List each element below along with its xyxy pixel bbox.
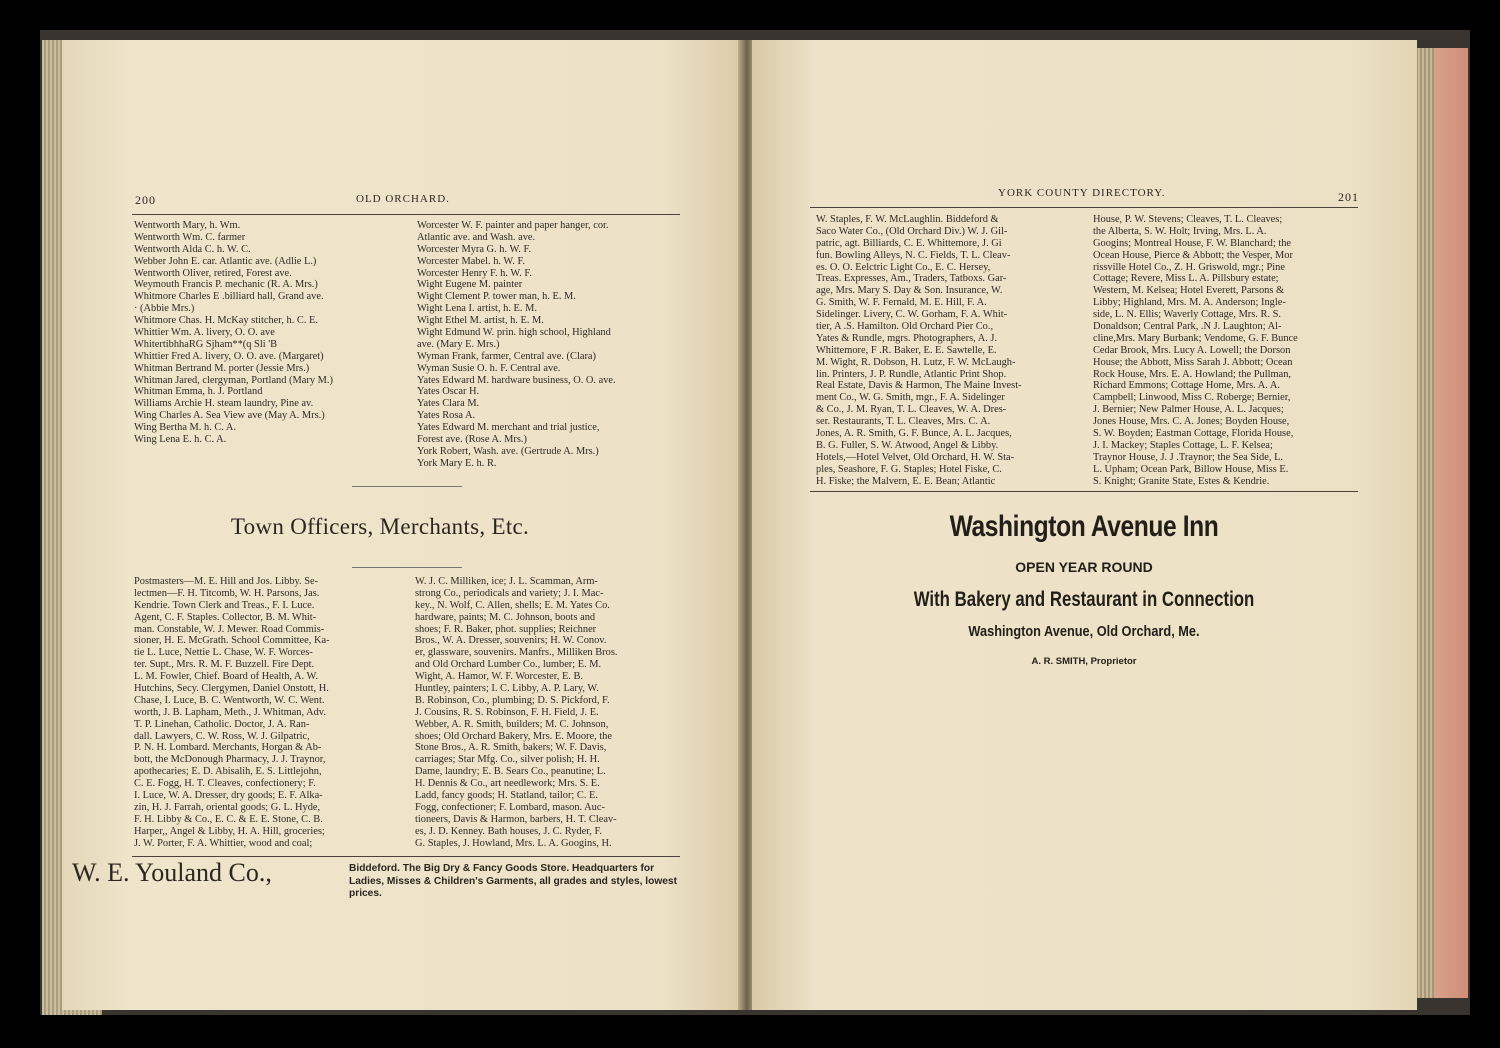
text-line: J. Cousins, R. S. Robinson, F. H. Field, J. E. (415, 706, 599, 718)
text-line: Treas. Expresses, Am., Traders, Tatboxs. Gar- (816, 273, 1007, 285)
text-line: Wyman Frank, farmer, Central ave. (Clara) (417, 350, 596, 362)
text-line: dall. Lawyers, C. W. Ross, W. J. Gilpatric, (134, 730, 310, 742)
text-line: Wing Lena E. h. C. A. (134, 434, 227, 446)
text-line: B. G. Fuller, S. W. Atwood, Angel & Libby. (816, 439, 999, 451)
text-line: · (Abbie Mrs.) (134, 303, 195, 315)
text-line: Worcester Mabel. h. W. F. (417, 255, 525, 267)
text-line: ser. Restaurants, T. L. Cleaves, Mrs. C. A. (816, 416, 991, 428)
text-line: Jones, A. R. Smith, G. F. Bunce, A. L. Jacques, (816, 428, 1012, 440)
text-line: Wentworth Alda C. h. W. C. (134, 243, 251, 255)
text-line: Worcester Myra G. h. W. F. (417, 243, 532, 255)
text-line: rissville Hotel Co., Z. H. Griswold, mgr.; Pine (1093, 261, 1285, 273)
text-line: Whitman Bertrand M. porter (Jessie Mrs.) (134, 362, 310, 374)
text-line: patric, agt. Billiards, C. E. Whittemore, J. Gi (816, 237, 1002, 249)
text-line: Worcester Henry F. h. W. F. (417, 267, 532, 279)
text-line: Whitman Emma, h. J. Portland (134, 386, 263, 398)
text-line: Yates Edward M. hardware business, O. O. ave. (417, 374, 616, 386)
text-line: Dame, laundry; E. B. Sears Co., peanutine; L. (415, 766, 606, 778)
text-line: ter. Supt., Mrs. R. M. F. Buzzell. Fire Dept. (134, 659, 315, 671)
text-line: Whitman Jared, clergyman, Portland (Mary M.) (134, 374, 333, 386)
text-line: Yates & Rundle, mgrs. Photographers, A. J. (816, 332, 998, 344)
text-line: Sidelinger. Livery, C. W. Gorham, F. A. Whit- (816, 309, 1008, 321)
text-line: L. M. Fowler, Chief. Board of Health, A. W. (134, 671, 318, 683)
text-line: Whitmore Chas. H. McKay stitcher, h. C. E. (134, 315, 318, 327)
text-line: lin. Printers, J. P. Rundle, Atlantic Print Shop. (816, 368, 1007, 380)
text-line: Yates Edward M. merchant and trial justice, (417, 422, 600, 434)
text-line: the Alberta, S. W. Holt; Irving, Mrs. L. A. (1093, 225, 1267, 237)
text-line: Wentworth Mary, h. Wm. (134, 220, 241, 231)
text-line: es, J. D. Kenney. Bath houses, J. C. Ryder, F. (415, 825, 602, 837)
section-divider-top (352, 486, 462, 487)
text-line: F. H. Libby & Co., E. C. & E. E. Stone, C. B. (134, 813, 323, 825)
text-line: Jones House, Mrs. C. A. Jones; Boyden House, (1093, 416, 1290, 428)
text-line: York Mary E. h. R. (417, 457, 497, 469)
inn-open: OPEN YEAR ROUND (1015, 559, 1153, 575)
text-line: tie L. Luce, Nettie L. Chase, W. F. Worces- (134, 647, 313, 659)
text-line: House; the Abbott, Miss Sarah J. Abbott; Ocean (1093, 356, 1293, 368)
text-line: P. N. H. Lombard. Merchants, Horgan & Ab- (134, 742, 322, 754)
right-head-rule (810, 207, 1358, 208)
text-line: Williams Archie H. steam laundry, Pine av. (134, 398, 314, 410)
text-line: Wyman Susie O. h. F. Central ave. (417, 362, 561, 374)
text-line: Postmasters—M. E. Hill and Jos. Libby. Se- (134, 576, 319, 587)
text-line: S. Knight; Granite State, Estes & Kendrie. (1093, 475, 1270, 487)
text-line: Harper,, Angel & Libby, H. A. Hill, groceries; (134, 825, 325, 837)
youland-ad-name: W. E. Youland Co., (72, 858, 272, 887)
text-line: L. Upham; Ocean Park, Billow House, Miss E. (1093, 463, 1289, 475)
text-line: W. J. C. Milliken, ice; J. L. Scamman, Arm- (415, 576, 598, 587)
text-line: fun. Bowling Alleys, N. C. Fields, T. L. Cleav- (816, 249, 1011, 261)
text-line: ples, Seashore, F. G. Staples; Hotel Fiske, C. (816, 463, 1002, 475)
text-line: Yates Rosa A. (417, 410, 476, 422)
text-line: G. Staples, J. Howland, Mrs. L. A. Googins, H. (415, 837, 612, 849)
inn-bakery: With Bakery and Restaurant in Connection (913, 588, 1255, 611)
text-line: Bros., W. A. Dresser, souvenirs; H. W. Conov. (415, 635, 607, 647)
text-line: Whittier Fred A. livery, O. O. ave. (Margaret) (134, 350, 324, 362)
text-line: side, L. N. Ellis; Waverly Cottage, Mrs. R. S. (1093, 309, 1282, 321)
text-line: Wight Ethel M. artist, h. E. M. (417, 315, 544, 327)
text-line: and Old Orchard Lumber Co., lumber; E. M. (415, 659, 602, 671)
text-line: Worcester W. F. painter and paper hanger, cor. (417, 220, 609, 231)
officers-col1 (134, 576, 330, 849)
left-directory-col1 (134, 220, 333, 446)
ad-rule (132, 856, 680, 857)
text-line: es. O. O. Eelctric Light Co., E. C. Hersey, (816, 261, 991, 273)
text-line: Western, M. Kelsea; Hotel Everett, Parsons & (1093, 285, 1285, 297)
text-line: S. W. Boyden; Eastman Cottage, Florida House, (1093, 428, 1294, 440)
text-line: Fogg, confectioner; F. Lombard, mason. Auc- (415, 801, 605, 813)
text-line: Webber, A. R. Smith, builders; M. C. Johnson, (415, 718, 609, 730)
text-line: key., N. Wolf, C. Allen, shells; E. M. Yates Co. (415, 599, 610, 611)
text-line: H. Fiske; the Malvern, E. E. Bean; Atlantic (816, 475, 996, 487)
text-line: carriages; Star Mfg. Co., silver polish; H. H. (415, 754, 600, 766)
text-line: H. Dennis & Co., art needlework; Mrs. S. E. (415, 778, 600, 790)
text-line: er, glassware, souvenirs. Manfrs., Milliken Bros. (415, 647, 618, 659)
text-line: Saco Water Co., (Old Orchard Div.) W. J. Gil- (816, 225, 1008, 237)
text-line: ave. (Mary E. Mrs.) (417, 338, 500, 350)
text-line: hardware, paints; M. C. Johnson, boots and (415, 611, 596, 623)
text-line: Atlantic ave. and Wash. ave. (417, 231, 536, 243)
text-line: Googins; Montreal House, F. W. Blanchard; the (1093, 237, 1292, 249)
right-ad-rule (810, 491, 1358, 492)
inn-name: Washington Avenue Inn (949, 510, 1219, 543)
text-line: bott, the McDonough Pharmacy, J. J. Traynor, (134, 754, 326, 766)
text-line: Ocean House, Pierce & Abbott; the Vesper, Mor (1093, 249, 1293, 261)
text-line: Hutchins, Secy. Clergymen, Daniel Onstott, H. (134, 683, 329, 695)
text-line: Webber John E. car. Atlantic ave. (Adlie L.) (134, 255, 317, 267)
text-line: Agent, C. F. Staples. Collector, B. M. Whit- (134, 611, 317, 623)
text-line: W. Staples, F. W. McLaughlin. Biddeford & (816, 214, 999, 225)
text-line: ment Co., W. G. Smith, mgr., F. A. Sidelinger (816, 392, 1005, 404)
officers-col2 (415, 576, 617, 849)
text-line: shoes; F. R. Baker, phot. supplies; Reichner (415, 623, 597, 635)
text-line: Ladd, fancy goods; H. Statland, tailor; C. E. (415, 790, 598, 802)
right-directory-col1 (816, 214, 1022, 487)
text-line: B. Robinson, Co., plumbing; D. S. Pickford, F. (415, 694, 610, 706)
text-line: Wing Charles A. Sea View ave (May A. Mrs.) (134, 410, 325, 422)
text-line: Whitmore Charles E .billiard hall, Grand ave. (134, 291, 324, 303)
text-line: cline,Mrs. Mary Burbank; Vendome, G. F. Bunce (1093, 332, 1298, 344)
right-running-head: YORK COUNTY DIRECTORY. (998, 187, 1166, 199)
left-head-rule (132, 214, 680, 215)
text-line: Libby; Highland, Mrs. M. A. Anderson; Ingle- (1093, 297, 1286, 309)
left-running-head: OLD ORCHARD. (356, 193, 450, 205)
text-line: Wentworth Oliver, retired, Forest ave. (134, 267, 292, 279)
right-directory-col2 (1093, 214, 1298, 487)
text-line: Wentworth Wm. C. farmer (134, 231, 246, 243)
text-line: J. Bernier; New Palmer House, A. L. Jacques; (1093, 404, 1284, 416)
right-page-number: 201 (1338, 190, 1359, 204)
text-line: Wight Edmund W. prin. high school, Highland (417, 327, 611, 339)
text-line: M. Wight, R. Dobson, H. Lutz, F. W. McLaugh- (816, 356, 1016, 368)
text-line: I. Luce, W. A. Dresser, dry goods; E. F. Alka- (134, 790, 323, 802)
text-line: WhitertibhhaRG Sjham**(q Sli 'B (134, 338, 278, 350)
text-line: Kendrie. Town Clerk and Treas., F. I. Luce. (134, 599, 315, 611)
section-divider-bottom (352, 567, 462, 568)
text-line: worth, J. B. Lapham, Meth., J. Whitman, Adv. (134, 706, 326, 718)
inn-address: Washington Avenue, Old Orchard, Me. (968, 624, 1200, 640)
text-line: York Robert, Wash. ave. (Gertrude A. Mrs.) (417, 445, 599, 457)
text-line: Forest ave. (Rose A. Mrs.) (417, 434, 527, 446)
youland-ad-text: Biddeford. The Big Dry & Fancy Goods Store. Headquarters for Ladies, Misses & Children's Garments, all grades and styles, lowest prices. (349, 863, 677, 899)
text-line: Huntley, painters; I. C. Libby, A. P. Lary, W. (415, 683, 599, 695)
text-line: Chase, I. Luce, B. C. Wentworth, W. C. Went. (134, 694, 325, 706)
text-line: T. P. Linehan, Catholic. Doctor, J. A. Ran- (134, 718, 310, 730)
text-line: strong Co., periodicals and variety; J. I. Mac- (415, 587, 604, 599)
text-line: Wight Clement P. tower man, h. E. M. (417, 291, 576, 303)
text-line: Weymouth Francis P. mechanic (R. A. Mrs.) (134, 279, 318, 291)
text-line: Donaldson; Central Park, .N J. Laughton; Al- (1093, 321, 1282, 333)
text-line: Campbell; Linwood, Miss C. Roberge; Bernier, (1093, 392, 1291, 404)
text-line: C. E. Fogg, H. T. Cleaves, confectionery; F. (134, 778, 316, 790)
text-line: Wight Lena I. artist, h. E. M. (417, 303, 537, 315)
text-line: man. Constable, W. J. Mewer. Road Commis- (134, 623, 325, 635)
text-line: tioneers, Davis & Harmon, barbers, H. T. Cleav- (415, 813, 617, 825)
text-line: Whittier Wm. A. livery, O. O. ave (134, 327, 275, 339)
text-line: age, Mrs. Mary S. Day & Son. Insurance, W. (816, 285, 1003, 297)
text-line: apothecaries; E. D. Abisalih, E. S. Littlejohn, (134, 766, 322, 778)
text-line: J. W. Porter, F. A. Whittier, wood and coal; (134, 837, 313, 849)
text-line: Richard Emmons; Cottage Home, Mrs. A. A. (1093, 380, 1281, 392)
text-line: Hotels,—Hotel Velvet, Old Orchard, H. W. Sta- (816, 451, 1015, 463)
section-title: Town Officers, Merchants, Etc. (230, 514, 530, 539)
left-page-number: 200 (135, 193, 156, 207)
inn-proprietor: A. R. SMITH, Proprietor (1031, 656, 1137, 667)
text-line: Wight Eugene M. painter (417, 279, 523, 291)
text-line: Traynor House, J. J .Traynor; the Sea Side, L. (1093, 451, 1284, 463)
text-line: lectmen—F. H. Titcomb, W. H. Parsons, Jas. (134, 587, 320, 599)
text-line: Cottage; Revere, Miss L. A. Pillsbury estate; (1093, 273, 1279, 285)
text-line: Wing Bertha M. h. C. A. (134, 422, 237, 434)
text-line: Cedar Brook, Mrs. Lucy A. Lowell; the Dorson (1093, 344, 1291, 356)
text-line: Real Estate, Davis & Harmon, The Maine Invest- (816, 380, 1022, 392)
text-line: J. I. Mackey; Staples Cottage, L. F. Kelsea; (1093, 439, 1273, 451)
text-line: Yates Clara M. (417, 398, 480, 410)
text-line: Yates Oscar H. (417, 386, 480, 398)
text-line: G. Smith, W. F. Fernald, M. E. Hill, F. A. (816, 297, 987, 309)
text-line: zin, H. J. Farrah, oriental goods; G. L. Hyde, (134, 801, 321, 813)
text-line: Whittemore, F .R. Baker, E. E. Sawtelle, E. (816, 344, 997, 356)
text-line: Stone Bros., A. R. Smith, bakers; W. F. Davis, (415, 742, 607, 754)
text-line: Wight, A. Hamor, W. F. Worcester, E. B. (415, 671, 584, 683)
text-line: Rock House, Mrs. E. A. Howland; the Pullman, (1093, 368, 1291, 380)
text-line: sioner, H. E. McGrath. School Committee, Ka- (134, 635, 330, 647)
text-line: tier, A .S. Hamilton. Old Orchard Pier Co., (816, 321, 994, 333)
text-line: House, P. W. Stevens; Cleaves, T. L. Cleaves; (1093, 214, 1283, 225)
left-directory-col2 (417, 220, 616, 470)
text-line: shoes; Old Orchard Bakery, Mrs. E. Moore, the (415, 730, 612, 742)
text-line: & Co., J. M. Ryan, T. L. Cleaves, W. A. Dres- (816, 404, 1007, 416)
